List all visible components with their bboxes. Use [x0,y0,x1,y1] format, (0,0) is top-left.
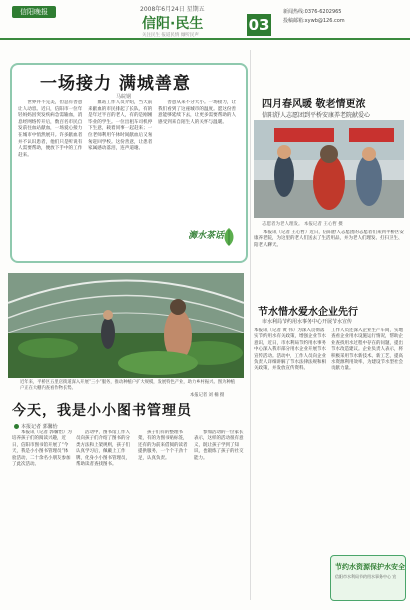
column-divider [250,50,251,600]
issue-date: 2008年6月24日 星期五 [140,6,205,13]
photo-illustration [254,120,404,218]
photo-caption: 近年来，平桥区五里店街道深入开展“三小”服务，推动种植户扩大规模，发展特色产业，助力乡村振兴。图为种植户正在大棚内查看作物长势。 [20,380,235,391]
section-slogan: 关注民生 报道民情 倾听民声 [142,33,199,38]
article-column [88,100,154,256]
article-column [18,100,84,256]
greenhouse-photo [8,273,244,378]
article-body [254,230,404,290]
ad-sponsor: 信阳市水利局节约用水事务中心 宣 [335,574,397,579]
article-column [138,430,190,602]
submission-email: 投稿邮箱:xywb@126.com [283,18,345,24]
article-paragraph: 工作人员还深入企业生产车间，实地查看企业用水设施运行情况，帮助企业查找用水过程中存在的问题，提出节水改造建议。企业负责人表示，将积极采用节水新技术、新工艺，提高水资源利用效率，为建设节水型社会贡献力量。 [331,328,403,372]
column-badge-label: 浉水茶话 [188,231,225,241]
article-column [76,430,134,602]
photo-illustration [8,273,244,378]
article-paragraph: 参加活动的一位家长表示，这样的活动很有意义，既让孩子学到了知识，也锻炼了孩子的社交能力。 [194,430,244,461]
photo-caption: 志愿者为老人理发。 本报记者 王心哲 摄 [262,222,343,227]
bullet-icon [14,424,19,429]
article-paragraph: 本报讯（记者 郭馨怡）为培养孩子们的阅读兴趣，近日，信阳市图书馆开展了“今天，我是小小图书管理员”体验活动，二十余名小朋友参加了此次活动。 [12,430,72,468]
ad-title: 节约水资源保护水安全 [335,562,405,571]
news-hotline: 新闻热线:0376-6202965 [283,9,342,15]
article-paragraph: 活动中，图书馆工作人员向孩子们介绍了图书的分类方法和上架规则，孩子们认真学习后，佩戴上工作牌，化身小小图书管理员，帮助读者查找图书。 [76,430,130,468]
volunteer-haircut-photo [254,120,404,218]
article-paragraph: 本报讯（记者 王心哲）近日，信阳舒人志愿团的志愿者们来到平桥区安康养老院，为这里的老人们送去了生活用品，并为老人们理发、打扫卫生、陪老人聊天。 [254,230,404,248]
article-column [158,100,240,220]
article-subtitle: 信阳舒人志愿团到平桥安康养老院献爱心 [262,112,371,119]
section-title: 信阳·民生 [142,16,204,32]
article-column [331,328,404,554]
leaf-icon [222,227,236,247]
article-title: 今天，我是小小图书管理员 [12,403,192,419]
article-author [14,423,58,430]
photo-credit: 本报记者 刘 楠 摄 [190,393,225,398]
article-title: 四月春风暖 敬老情更浓 [262,99,366,110]
newspaper-logo: 信阳晚报 [12,6,56,18]
article-author: 马皖钢 [116,94,132,100]
author-name: 本报记者 郭馨怡 [21,424,58,430]
column-badge [180,224,242,254]
article-paragraph: 孩子们有的整理书架，有的为图书贴标签，还有的为前来借阅的读者提供服务，一个个干劲十足，认真负责。 [138,430,188,461]
article-paragraph: 本报讯（记者 黄 伟）为深入贯彻落实节约用水有关政策，增强企业节水意识，近日，市水利局节约用水事务中心深入我市部分用水企业开展节水宣传活动。活动中，工作人员向企业负责人详细讲解了节水法律法规和相关政策，并发放宣传资料。 [254,328,326,372]
article-paragraph: 血站工作人员介绍，当天前来献血的市民排起了长队，有的是年过半百的老人，有的是刚刚毕业的学生。一位出租车司机停下生意，载着同事一起赶来；一位老师利用午休时间献血后又匆匆赶回学校。这份善意，让患者家属感动落泪，连声道谢。 [88,100,153,152]
page-header [0,0,410,40]
article-subtitle: 市水利局节约用水事务中心开展节水宣传 [262,319,353,325]
page-number: 03 [248,16,270,34]
article-paragraph: 善意从来不分大小。一场接力，让我们看到了这座城市的温度。愿这份善意能够延续下去，让更多需要帮助的人感受到来自陌生人的关怀与温暖。 [158,100,237,125]
water-saving-ad [330,555,406,601]
article-column [12,430,72,602]
article-paragraph: 世界并不完美，但总有善意让人动容。近日，信阳市一位年轻妈妈因突发疾病急需输血，消息经网络传开后，数百名市民自发前往血站献血，一场爱心接力在城市中悄然展开。许多献血者并不认识患者，他们只是听说有人需要帮助，便放下手中的工作赶来。 [18,100,83,158]
article-title: 节水惜水爱水企业先行 [258,307,358,318]
article-column [194,430,246,602]
article-column [254,328,327,554]
article-title: 一场接力 满城善意 [40,74,191,94]
